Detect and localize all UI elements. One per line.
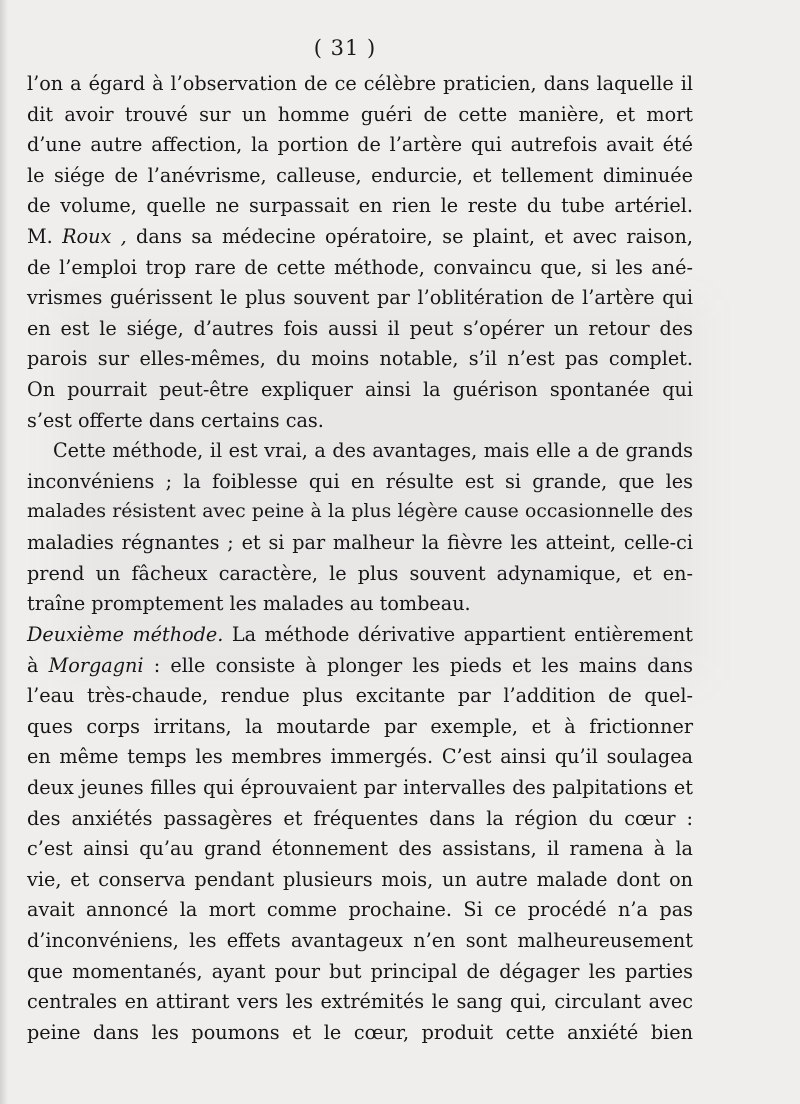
paragraph-deuxieme-methode — [27, 620, 693, 1048]
text-line: d’une autre affection, la portion de l’artère qui autrefois avait été — [27, 133, 693, 157]
text-line: parois sur elles-mêmes, du moins notable, s’il n’est pas complet. — [27, 347, 693, 371]
line-text: dans sa médecine opératoire, se plaint, et avec raison, — [126, 224, 693, 248]
text-line: On pourrait peut-être expliquer ainsi la guérison spontanée qui — [27, 377, 693, 401]
text-line: vie, et conserva pendant plusieurs mois, un autre malade dont on — [27, 867, 693, 891]
line-text: M. — [27, 224, 63, 248]
paragraph-roux — [27, 69, 693, 436]
text-line: l’on a égard à l’observation de ce célèbre praticien, dans laquelle il — [27, 72, 693, 95]
text-line: l’eau très-chaude, rendue plus excitante par l’addition de quel- — [27, 684, 693, 708]
text-line: peine dans les poumons et le cœur, produit cette anxiété bien — [27, 1020, 693, 1044]
page-number: ( 31 ) — [313, 36, 377, 60]
text-block-top — [27, 69, 693, 620]
text-line: vrismes guérissent le plus souvent par l’oblitération de l’artère qui — [27, 286, 693, 310]
text-line: deux jeunes filles qui éprouvaient par intervalles des palpitations et — [27, 775, 693, 799]
section-heading: Deuxième méthode. — [27, 623, 224, 646]
text-line: en même temps les membres immergés. C’est ainsi qu’il soulagea — [27, 745, 693, 769]
text-line: le siége de l’anévrisme, calleuse, endurcie, et tellement diminuée — [27, 163, 693, 187]
text-line: que momentanés, ayant pour but principal de dégager les parties — [27, 959, 693, 983]
line-text: à — [27, 653, 49, 677]
text-line: Cette méthode, il est vrai, a des avantages, mais elle a de grands — [53, 439, 693, 463]
author-name-roux: Roux , — [62, 224, 127, 248]
text-line: avait annoncé la mort comme prochaine. Si ce procédé n’a pas — [27, 898, 693, 922]
text-line: en est le siége, d’autres fois aussi il peut s’opérer un retour des — [27, 316, 693, 340]
text-line: de l’emploi trop rare de cette méthode, convaincu que, si les ané- — [27, 255, 693, 279]
text-line: s’est offerte dans certains cas. — [27, 408, 324, 432]
text-line: ques corps irritans, la moutarde par exemple, et à frictionner — [27, 714, 693, 738]
text-line — [27, 620, 693, 651]
text-line: traîne promptement les malades au tombeau. — [27, 592, 471, 616]
text-line: de volume, quelle ne surpassait en rien le reste du tube artériel. — [27, 194, 693, 218]
text-line — [27, 222, 693, 253]
text-line: prend un fâcheux caractère, le plus souvent adynamique, et en- — [27, 561, 693, 585]
text-line: centrales en attirant vers les extrémités le sang qui, circulant avec — [27, 990, 693, 1014]
text-line: c’est ainsi qu’au grand étonnement des assistans, il ramena à la — [27, 837, 693, 861]
author-name-morgagni: Morgagni — [48, 653, 144, 677]
text-line: malades résistent avec peine à la plus légère cause occasionnelle des — [27, 501, 693, 523]
text-line: des anxiétés passagères et fréquentes dans la région du cœur : — [27, 806, 693, 830]
paragraph-cette-methode — [27, 436, 693, 620]
text-line — [27, 651, 693, 682]
line-text: : elle consiste à plonger les pieds et les mains dans — [143, 653, 693, 677]
text-line: d’inconvéniens, les effets avantageux n’en sont malheureusement — [27, 928, 693, 952]
text-line: maladies régnantes ; et si par malheur la fièvre les atteint, celle-ci — [27, 530, 693, 554]
text-line: inconvéniens ; la foiblesse qui en résulte est si grande, que les — [27, 469, 693, 493]
line-text: La méthode dérivative appartient entièrement — [223, 623, 693, 646]
text-block-bottom — [27, 620, 693, 1048]
text-line: dit avoir trouvé sur un homme guéri de cette manière, et mort — [27, 102, 693, 126]
